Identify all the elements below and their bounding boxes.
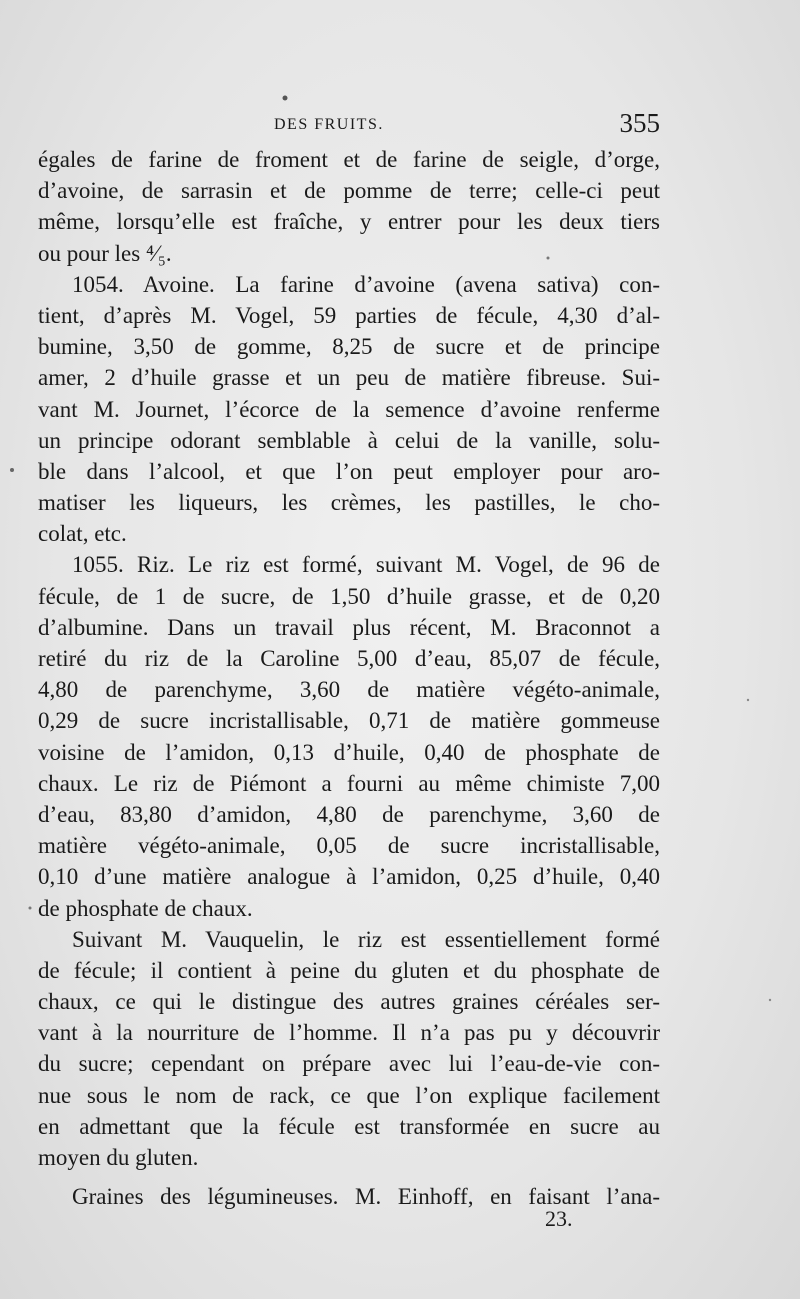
text-line: vant à la nourriture de l’homme. Il n’a pas pu y découvrir [38, 1020, 660, 1046]
text-line: de phosphate de chaux. [38, 895, 253, 921]
paper-speck [10, 468, 14, 472]
text-line: en admettant que la fécule est transformée en sucre au [38, 1113, 660, 1139]
text-line: même, lorsqu’elle est fraîche, y entrer pour les deux tiers [38, 209, 660, 235]
text-line: 4,80 de parenchyme, 3,60 de matière végéto-animale, [38, 677, 660, 703]
text-line: vant M. Journet, l’écorce de la semence d’avoine renferme [38, 396, 660, 422]
text-line: 0,10 d’une matière analogue à l’amidon, 0,25 d’huile, 0,40 [38, 864, 660, 890]
paper-speck [769, 999, 771, 1001]
paper-speck [283, 96, 288, 101]
paper-speck [747, 699, 749, 701]
text-line: moyen du gluten. [38, 1145, 199, 1170]
text-line: matiser les liqueurs, les crèmes, les pastilles, le cho- [38, 490, 660, 516]
text-line: Suivant M. Vauquelin, le riz est essentiellement formé [72, 926, 660, 952]
text-line: égales de farine de froment et de farine de seigle, d’orge, [38, 147, 660, 172]
text-line: d’avoine, de sarrasin et de pomme de terre; celle-ci peut [38, 178, 660, 204]
text-line: ou pour les ⁴⁄₅. [38, 240, 172, 266]
text-line: matière végéto-animale, 0,05 de sucre incristallisable, [38, 833, 660, 859]
text-line: bumine, 3,50 de gomme, 8,25 de sucre et de principe [38, 334, 660, 360]
text-line: 1055. Riz. Le riz est formé, suivant M. Vogel, de 96 de [72, 552, 660, 578]
signature-mark: 23. [545, 1206, 573, 1231]
body-text [38, 144, 660, 1212]
text-line: du sucre; cependant on prépare avec lui l’eau-de-vie con- [38, 1051, 660, 1077]
text-line: fécule, de 1 de sucre, de 1,50 d’huile grasse, et de 0,20 [38, 583, 660, 609]
text-line: 0,29 de sucre incristallisable, 0,71 de matière gommeuse [38, 708, 660, 734]
text-line: un principe odorant semblable à celui de la vanille, solu- [38, 427, 660, 453]
text-line: chaux, ce qui le distingue des autres graines céréales ser- [38, 989, 660, 1015]
text-line: amer, 2 d’huile grasse et un peu de matière fibreuse. Sui- [38, 365, 660, 391]
page-header [38, 110, 660, 140]
text-line: voisine de l’amidon, 0,13 d’huile, 0,40 de phosphate de [38, 739, 660, 765]
text-line: nue sous le nom de rack, ce que l’on explique facilement [38, 1082, 660, 1108]
text-line: de fécule; il contient à peine du gluten et du phosphate de [38, 957, 660, 983]
page-number: 355 [619, 108, 660, 138]
text-line: d’albumine. Dans un travail plus récent, M. Braconnot a [38, 614, 660, 640]
text-line: retiré du riz de la Caroline 5,00 d’eau, 85,07 de fécule, [38, 646, 660, 671]
text-line: Graines des légumineuses. M. Einhoff, en faisant l’ana- [72, 1184, 660, 1210]
text-line: tient, d’après M. Vogel, 59 parties de fécule, 4,30 d’al- [38, 302, 660, 328]
text-line: colat, etc. [38, 521, 127, 547]
text-line: chaux. Le riz de Piémont a fourni au même chimiste 7,00 [38, 770, 660, 796]
text-line: ble dans l’alcool, et que l’on peut employer pour aro- [38, 458, 660, 484]
text-line: d’eau, 83,80 d’amidon, 4,80 de parenchyme, 3,60 de [38, 801, 660, 827]
paper-speck [29, 907, 32, 910]
text-line: 1054. Avoine. La farine d’avoine (avena sativa) con- [72, 271, 660, 297]
running-title: DES FRUITS. [274, 116, 384, 133]
